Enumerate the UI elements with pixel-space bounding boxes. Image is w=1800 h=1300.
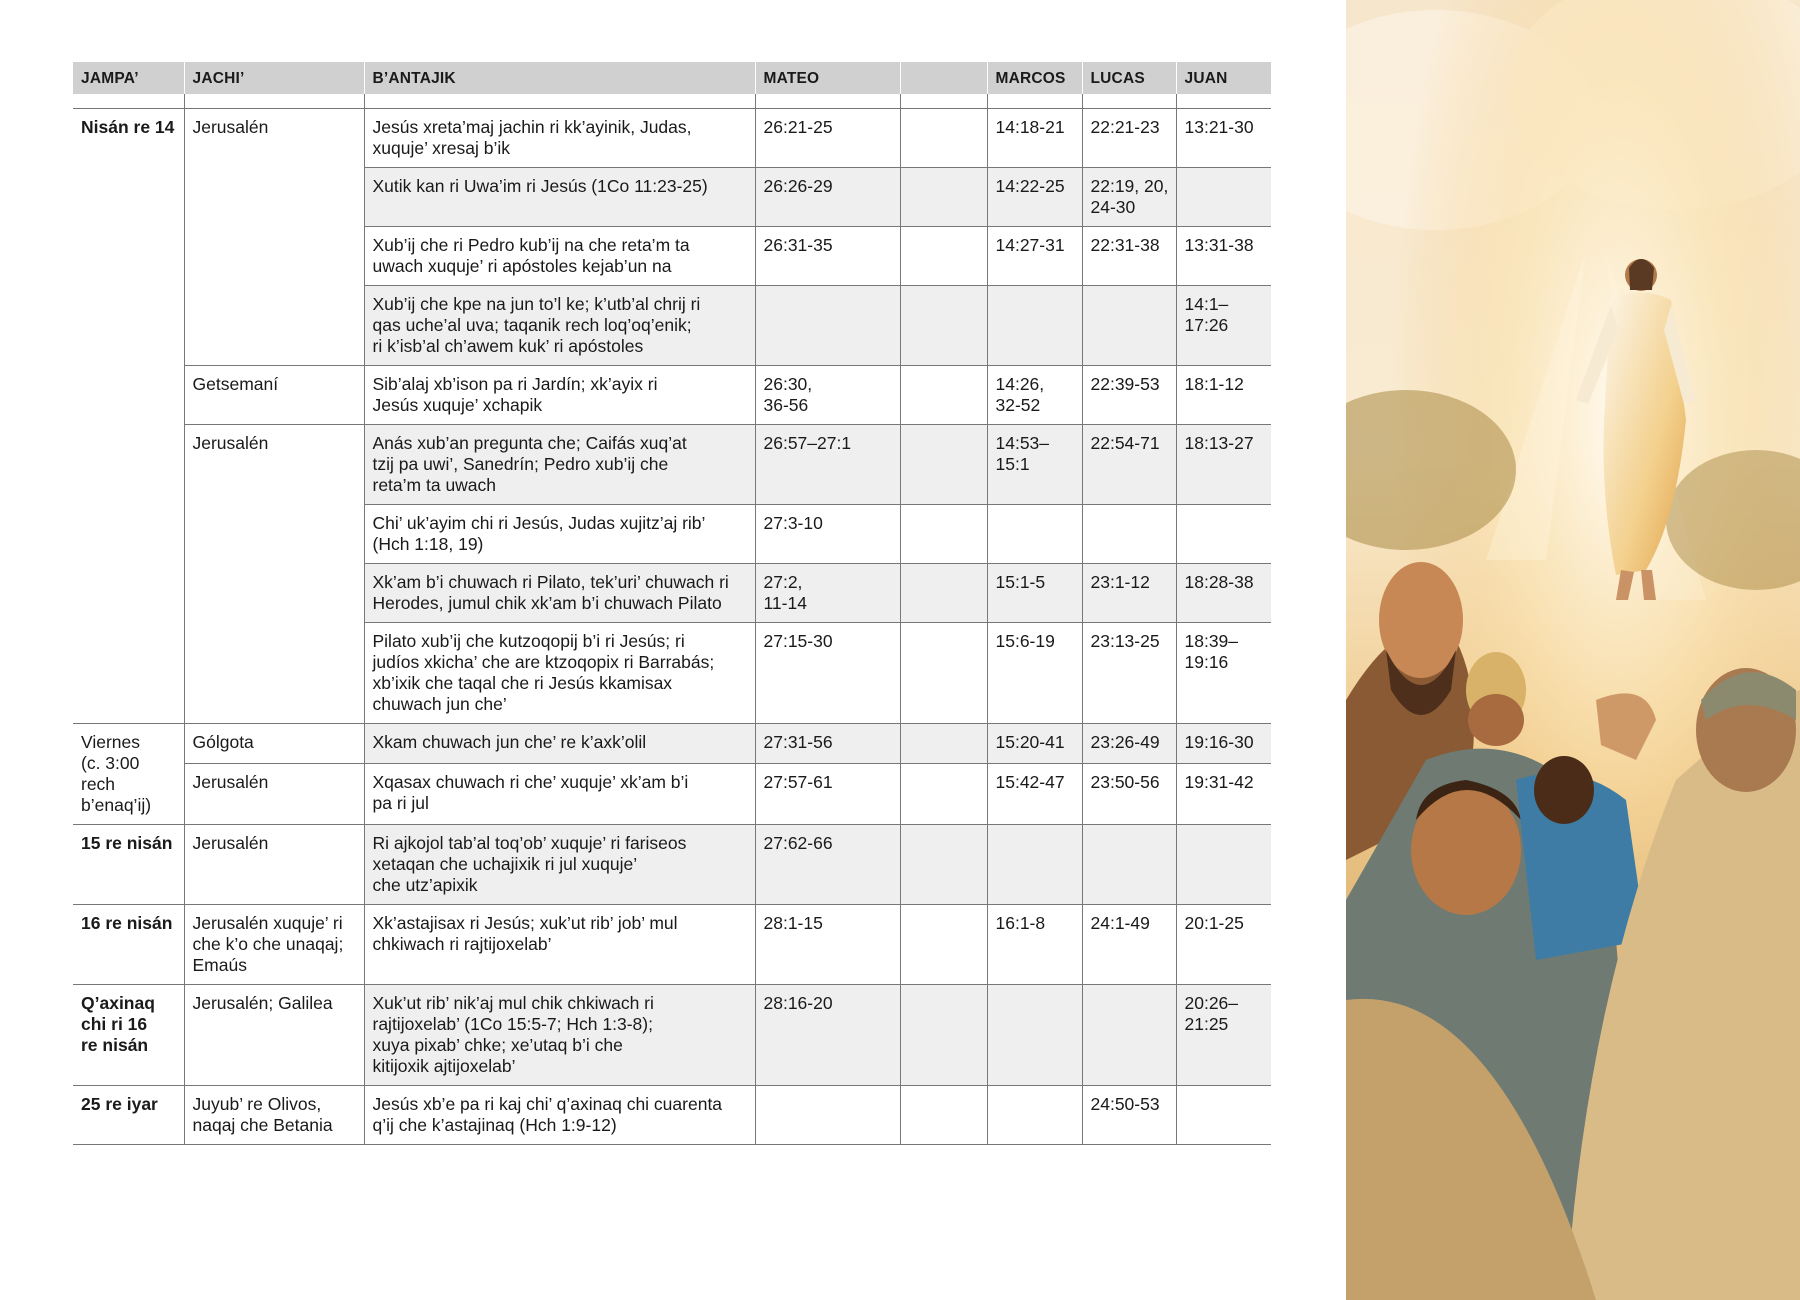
cell-jampa: 25 re iyar (73, 1086, 184, 1145)
cell-juan: 19:31-42 (1176, 763, 1271, 824)
cell-lucas (1082, 505, 1176, 564)
cell-juan: 14:1– 17:26 (1176, 286, 1271, 366)
cell-bantajik: Xub’ij che ri Pedro kub’ij na che reta’m ta uwach xuquje’ ri apóstoles kejab’un na (364, 227, 755, 286)
table-row (73, 366, 1271, 425)
cell-blank (900, 168, 987, 227)
column-header-mateo: MATEO (755, 62, 900, 94)
cell-bantajik: Xk’am b’i chuwach ri Pilato, tek’uri’ chuwach ri Herodes, jumul chik xk’am b’i chuwach Pilato (364, 564, 755, 623)
cell-lucas: 23:50-56 (1082, 763, 1176, 824)
cell-bantajik: Xutik kan ri Uwa’im ri Jesús (1Co 11:23-25) (364, 168, 755, 227)
cell-juan: 13:31-38 (1176, 227, 1271, 286)
cell-bantajik: Xkam chuwach jun che’ re k’axk’olil (364, 724, 755, 764)
cell-blank (900, 564, 987, 623)
cell-blank (900, 985, 987, 1086)
cell-jachi: Gólgota (184, 724, 364, 764)
cell-jampa: Nisán re 14 (73, 109, 184, 724)
cell-bantajik: Xub’ij che kpe na jun to’l ke; k’utb’al chrij ri qas uche’al uva; taqanik rech loq’oq’enik; ri k’isb’al ch’awem kuk’ ri apóstoles (364, 286, 755, 366)
column-header-jampa: JAMPA’ (73, 62, 184, 94)
cell-juan: 18:1-12 (1176, 366, 1271, 425)
table-row (73, 109, 1271, 168)
cell-blank (900, 905, 987, 985)
cell-blank (900, 825, 987, 905)
cell-marcos (987, 825, 1082, 905)
cell-blank (900, 425, 987, 505)
cell-bantajik: Ri ajkojol tab’al toq’ob’ xuquje’ ri fariseos xetaqan che uchajixik ri jul xuquje’ che utz’apixik (364, 825, 755, 905)
column-header-marcos: MARCOS (987, 62, 1082, 94)
cell-juan (1176, 505, 1271, 564)
cell-lucas: 23:13-25 (1082, 623, 1176, 724)
cell-lucas: 23:1-12 (1082, 564, 1176, 623)
cell-bantajik: Chi’ uk’ayim chi ri Jesús, Judas xujitz’aj rib’ (Hch 1:18, 19) (364, 505, 755, 564)
cell-marcos: 14:27-31 (987, 227, 1082, 286)
cell-lucas (1082, 286, 1176, 366)
cell-marcos: 14:18-21 (987, 109, 1082, 168)
cell-bantajik: Jesús xb’e pa ri kaj chi’ q’axinaq chi cuarenta q’ij che k’astajinaq (Hch 1:9-12) (364, 1086, 755, 1145)
cell-lucas (1082, 825, 1176, 905)
cell-bantajik: Xk’astajisax ri Jesús; xuk’ut rib’ job’ mul chkiwach ri rajtijoxelab’ (364, 905, 755, 985)
column-header-blank (900, 62, 987, 94)
cell-jachi: Jerusalén (184, 109, 364, 366)
gospel-harmony-table (73, 62, 1271, 1145)
cell-mateo: 28:16-20 (755, 985, 900, 1086)
cell-lucas: 22:21-23 (1082, 109, 1176, 168)
cell-lucas: 22:54-71 (1082, 425, 1176, 505)
header-spacer-row (73, 94, 1271, 109)
cell-juan: 19:16-30 (1176, 724, 1271, 764)
cell-marcos: 15:6-19 (987, 623, 1082, 724)
gospel-harmony-table-container (73, 62, 1271, 1145)
cell-blank (900, 366, 987, 425)
cell-jachi: Jerusalén (184, 763, 364, 824)
cell-lucas: 24:50-53 (1082, 1086, 1176, 1145)
cell-marcos (987, 505, 1082, 564)
cell-lucas: 22:39-53 (1082, 366, 1176, 425)
cell-bantajik: Xqasax chuwach ri che’ xuquje’ xk’am b’i pa ri jul (364, 763, 755, 824)
cell-mateo: 27:2, 11-14 (755, 564, 900, 623)
cell-mateo: 26:57–27:1 (755, 425, 900, 505)
table-row (73, 905, 1271, 985)
cell-jachi: Jerusalén (184, 825, 364, 905)
cell-mateo: 27:62-66 (755, 825, 900, 905)
table-row (73, 825, 1271, 905)
cell-mateo (755, 286, 900, 366)
cell-mateo: 26:26-29 (755, 168, 900, 227)
cell-marcos: 15:1-5 (987, 564, 1082, 623)
table-row (73, 763, 1271, 824)
cell-mateo: 26:21-25 (755, 109, 900, 168)
cell-blank (900, 109, 987, 168)
cell-mateo: 27:3-10 (755, 505, 900, 564)
cell-bantajik: Pilato xub’ij che kutzoqopij b’i ri Jesús; ri judíos xkicha’ che are ktzoqopix ri Barrabás; xb’ixik che taqal che ri Jesús kkamisax chuwach jun che’ (364, 623, 755, 724)
cell-juan (1176, 168, 1271, 227)
cell-marcos (987, 985, 1082, 1086)
cell-bantajik: Anás xub’an pregunta che; Caifás xuq’at tzij pa uwi’, Sanedrín; Pedro xub’ij che reta’m ta uwach (364, 425, 755, 505)
table-body (73, 94, 1271, 1145)
cell-juan: 20:26– 21:25 (1176, 985, 1271, 1086)
cell-jampa: 16 re nisán (73, 905, 184, 985)
cell-marcos: 15:42-47 (987, 763, 1082, 824)
cell-mateo: 26:30, 36-56 (755, 366, 900, 425)
cell-jachi: Juyub’ re Olivos, naqaj che Betania (184, 1086, 364, 1145)
cell-mateo: 27:15-30 (755, 623, 900, 724)
cell-jachi: Jerusalén (184, 425, 364, 724)
cell-bantajik: Xuk’ut rib’ nik’aj mul chik chkiwach ri rajtijoxelab’ (1Co 15:5-7; Hch 1:3-8); xuya pixab’ chke; xe’utaq b’i che kitijoxik ajtijoxelab’ (364, 985, 755, 1086)
ascension-illustration (1346, 0, 1800, 1300)
cell-marcos: 14:26, 32-52 (987, 366, 1082, 425)
cell-blank (900, 286, 987, 366)
cell-mateo: 26:31-35 (755, 227, 900, 286)
cell-marcos: 15:20-41 (987, 724, 1082, 764)
cell-jampa: 15 re nisán (73, 825, 184, 905)
cell-juan: 18:28-38 (1176, 564, 1271, 623)
cell-marcos: 14:53– 15:1 (987, 425, 1082, 505)
column-header-juan: JUAN (1176, 62, 1271, 94)
column-header-jachi: JACHI’ (184, 62, 364, 94)
cell-blank (900, 227, 987, 286)
cell-marcos: 16:1-8 (987, 905, 1082, 985)
table-row (73, 724, 1271, 764)
cell-jampa: Q’axinaq chi ri 16 re nisán (73, 985, 184, 1086)
cell-blank (900, 724, 987, 764)
cell-lucas: 22:31-38 (1082, 227, 1176, 286)
cell-marcos (987, 286, 1082, 366)
cell-bantajik: Jesús xreta’maj jachin ri kk’ayinik, Judas, xuquje’ xresaj b’ik (364, 109, 755, 168)
table-row (73, 985, 1271, 1086)
cell-marcos: 14:22-25 (987, 168, 1082, 227)
cell-bantajik: Sib’alaj xb’ison pa ri Jardín; xk’ayix ri Jesús xuquje’ xchapik (364, 366, 755, 425)
cell-mateo: 28:1-15 (755, 905, 900, 985)
cell-blank (900, 1086, 987, 1145)
column-header-lucas: LUCAS (1082, 62, 1176, 94)
cell-blank (900, 505, 987, 564)
column-header-bantajik: B’ANTAJIK (364, 62, 755, 94)
cell-lucas: 22:19, 20, 24-30 (1082, 168, 1176, 227)
cell-juan: 18:39– 19:16 (1176, 623, 1271, 724)
cell-mateo (755, 1086, 900, 1145)
cell-marcos (987, 1086, 1082, 1145)
cell-jachi: Jerusalén; Galilea (184, 985, 364, 1086)
cell-juan (1176, 1086, 1271, 1145)
cell-lucas (1082, 985, 1176, 1086)
cell-blank (900, 763, 987, 824)
cell-juan: 18:13-27 (1176, 425, 1271, 505)
table-row (73, 1086, 1271, 1145)
cell-lucas: 23:26-49 (1082, 724, 1176, 764)
cell-jampa: Viernes (c. 3:00 rech b’enaq’ij) (73, 724, 184, 825)
cell-mateo: 27:57-61 (755, 763, 900, 824)
table-header-row (73, 62, 1271, 94)
cell-juan: 20:1-25 (1176, 905, 1271, 985)
cell-blank (900, 623, 987, 724)
cell-lucas: 24:1-49 (1082, 905, 1176, 985)
cell-mateo: 27:31-56 (755, 724, 900, 764)
cell-jachi: Getsemaní (184, 366, 364, 425)
table-row (73, 425, 1271, 505)
cell-juan (1176, 825, 1271, 905)
cell-jachi: Jerusalén xuquje’ ri che k’o che unaqaj; Emaús (184, 905, 364, 985)
ascension-illustration-svg (1346, 0, 1800, 1300)
cell-juan: 13:21-30 (1176, 109, 1271, 168)
